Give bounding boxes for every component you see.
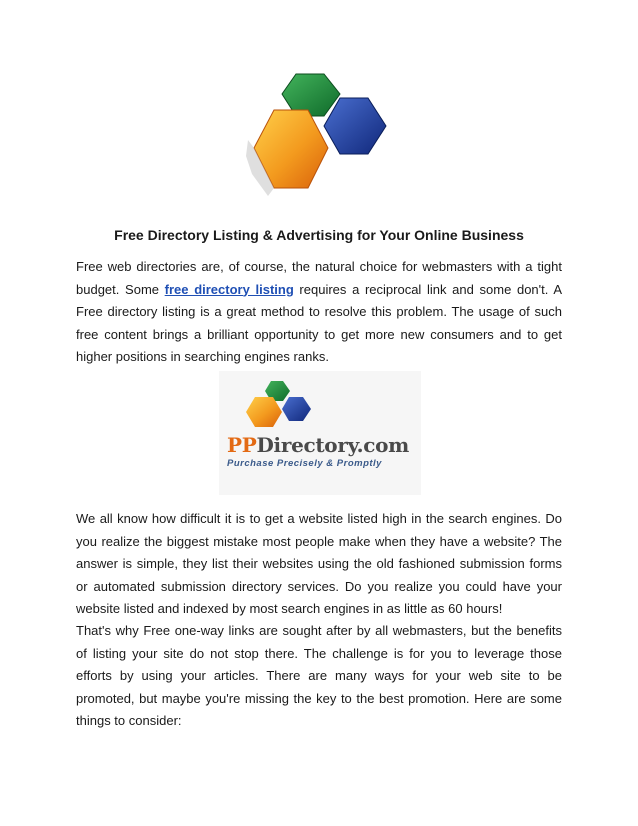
brand-tagline: Purchase Precisely & Promptly <box>227 458 382 469</box>
paragraph-search-engines: We all know how difficult it is to get a website listed high in the search engines. Do you realize the biggest mistake most people make when they have a website? The answer is simple, they list their websites using the old fashioned submission forms or automated submission directory services. Do you realize you could have your website listed and indexed by most search engines in as little as 60 hours! <box>76 511 562 616</box>
paragraph-one-way-links: That's why Free one-way links are sought after by all webmasters, but the benefits of listing your site do not stop there. The challenge is for you to leverage those efforts by using your articles. There are many ways for your web site to be promoted, but maybe you're missing the key to the best promotion. Here are some things to consider: <box>76 623 562 728</box>
brand-name <box>227 433 417 457</box>
page-title: Free Directory Listing & Advertising for Your Online Business <box>114 227 524 243</box>
brand-name-rest: Directory.com <box>256 433 410 457</box>
hexagon-cluster-logo <box>244 70 392 202</box>
free-directory-listing-link[interactable]: free directory listing <box>164 281 294 297</box>
hexagon-cluster-logo-small <box>233 379 317 435</box>
ppdirectory-logo-image <box>219 371 421 495</box>
brand-name-prefix: PP <box>227 433 257 457</box>
paragraph-text: requires a reciprocal link and some don't. A Free directory listing is a great method to resolve this problem. The usage of such free content brings a brilliant opportunity to get more new consumers and to get higher positions in searching engines ranks. <box>76 281 562 364</box>
paragraph-text: Free web directories are, of course, the natural choice for webmasters with a tight budget. Some <box>76 259 562 297</box>
paragraph-intro <box>76 256 562 369</box>
